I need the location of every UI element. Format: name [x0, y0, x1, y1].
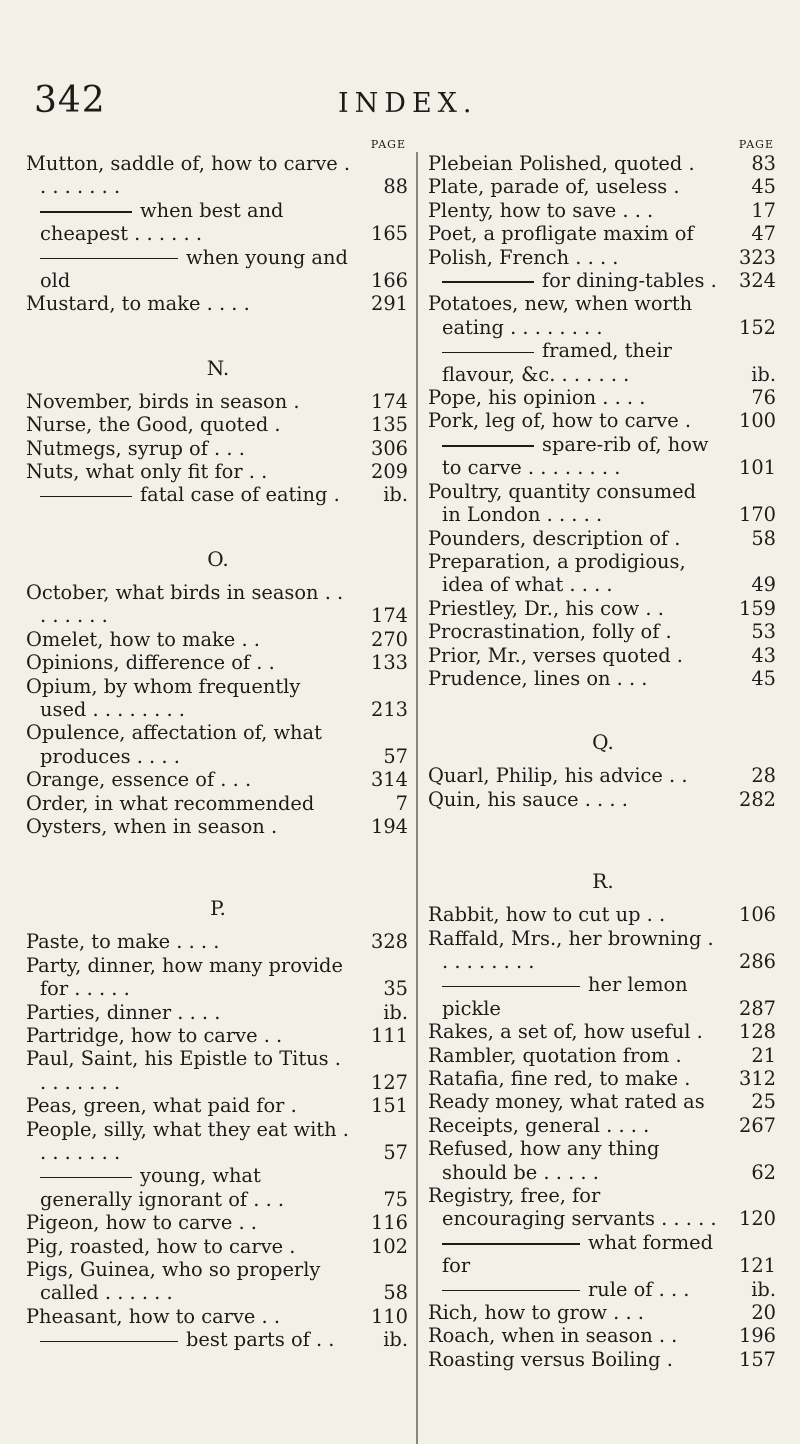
entry-text: Pig, roasted, how to carve . [26, 1234, 296, 1258]
entry-page-number: 270 [370, 627, 408, 651]
index-entry [428, 973, 778, 1020]
index-entry [26, 792, 410, 815]
entry-text-block [428, 386, 778, 409]
entry-text: Prudence, lines on . . . [428, 666, 648, 690]
entry-text: framed, their flavour, &c. . . . . . . [442, 339, 672, 386]
entry-page-number: ib. [751, 1277, 776, 1301]
index-entry [26, 1305, 410, 1328]
entry-text-block [26, 246, 410, 293]
entry-text: Opulence, affectation of, what produces . . . . [26, 721, 322, 768]
entry-text-block [26, 581, 410, 628]
entry-text-block [428, 1090, 778, 1113]
ditto-dash [442, 445, 534, 447]
index-entry [26, 628, 410, 651]
entry-page-number: 127 [370, 1070, 408, 1094]
entry-page-number: 58 [751, 526, 776, 550]
entry-page-number: 314 [370, 768, 408, 792]
entry-text-block [26, 199, 410, 246]
entry-page-number: 328 [370, 930, 408, 954]
entry-page-number: 45 [751, 175, 776, 199]
entry-text-block [26, 1024, 410, 1047]
index-entry [26, 292, 410, 315]
entry-page-number: 88 [383, 175, 408, 199]
entry-text-block [26, 1118, 410, 1165]
entry-text: Refused, how any thing should be . . . . . [428, 1137, 660, 1184]
index-entry [428, 1184, 778, 1231]
entry-page-number: 121 [738, 1254, 776, 1278]
entry-page-number: 312 [738, 1067, 776, 1090]
page-number: 342 [34, 80, 106, 121]
index-entry [428, 269, 778, 292]
entry-text-block [26, 1328, 410, 1351]
entry-text-block [428, 1020, 778, 1043]
entry-text-block [26, 413, 410, 436]
section-letter: N. [206, 355, 230, 380]
index-entry [26, 1024, 410, 1047]
page-title: INDEX. [338, 88, 478, 119]
entry-page-number: 196 [738, 1324, 776, 1348]
entry-page-number: 174 [370, 604, 408, 628]
page-column-label: PAGE [738, 138, 774, 151]
index-entry [428, 152, 778, 175]
index-column-left [26, 138, 410, 1352]
ditto-dash [40, 258, 178, 260]
entry-text-block [428, 433, 778, 480]
index-entry [26, 651, 410, 674]
ditto-dash [442, 1290, 580, 1292]
index-entry [26, 954, 410, 1001]
entry-text: Plenty, how to save . . . [428, 198, 654, 222]
index-entry [428, 927, 778, 974]
index-entry [26, 390, 410, 413]
entry-text-block [428, 667, 778, 690]
index-entry [26, 721, 410, 768]
entry-text: Pope, his opinion . . . . [428, 386, 646, 410]
entry-text-block [428, 903, 778, 926]
section-letter: P. [210, 896, 226, 921]
entry-text-block [26, 460, 410, 483]
entry-text-block [428, 199, 778, 222]
section-spacer [26, 316, 410, 344]
index-entry [428, 433, 778, 480]
index-entry [26, 413, 410, 436]
entry-text-block [26, 1258, 410, 1305]
index-entry [428, 644, 778, 667]
entry-text-block [428, 644, 778, 667]
entry-text-block [26, 1211, 410, 1234]
entry-page-number: 20 [751, 1301, 776, 1325]
entry-text: what formed for [442, 1230, 713, 1278]
entry-page-number: 25 [751, 1090, 776, 1114]
section-letter: O. [207, 546, 229, 571]
entry-page-number: 47 [751, 222, 776, 246]
entry-page-number: 45 [751, 666, 776, 690]
entry-text-block [26, 628, 410, 651]
entry-text: Peas, green, what paid for . [26, 1094, 297, 1118]
entry-text-block [428, 620, 778, 643]
ditto-dash [442, 986, 580, 988]
index-entry [428, 788, 778, 811]
entry-text: Parties, dinner . . . . [26, 1000, 221, 1024]
entry-page-number: 209 [370, 460, 408, 484]
entry-text-block [428, 927, 778, 974]
section-spacer [428, 690, 778, 718]
entry-page-number: 267 [738, 1113, 776, 1137]
entry-text: Priestley, Dr., his cow . . [428, 596, 664, 620]
index-column-right [428, 138, 778, 1371]
ditto-dash [40, 1341, 178, 1343]
entry-text-block [26, 675, 410, 722]
entry-text-block [428, 1301, 778, 1324]
index-entry [26, 152, 410, 199]
entry-text-block [26, 483, 410, 506]
entry-page-number: 286 [738, 949, 776, 973]
index-entry [428, 903, 778, 926]
entry-page-number: ib. [751, 362, 776, 386]
page-column-label: PAGE [370, 138, 406, 151]
entry-page-number: 152 [738, 315, 776, 339]
entry-text-block [428, 1114, 778, 1137]
index-entry [428, 1090, 778, 1113]
entry-text-block [428, 1231, 778, 1278]
entry-page-number: 306 [370, 436, 408, 460]
index-entry [26, 930, 410, 953]
entry-page-number: 28 [751, 764, 776, 788]
entry-text-block [428, 973, 778, 1020]
index-entry [428, 764, 778, 787]
index-entry [26, 437, 410, 460]
index-entry [428, 409, 778, 432]
ditto-dash [40, 496, 132, 498]
entry-text: spare-rib of, how to carve . . . . . . . . [442, 432, 709, 480]
entry-text-block [428, 1324, 778, 1347]
entry-text: Partridge, how to carve . . [26, 1023, 283, 1047]
entry-text: Ratafia, fine red, to make . [428, 1067, 691, 1090]
section-spacer [26, 838, 410, 884]
entry-page-number: 151 [370, 1094, 408, 1118]
entry-text-block [26, 1235, 410, 1258]
entry-text: Opinions, difference of . . [26, 651, 275, 675]
entry-text-block [428, 292, 778, 339]
entry-text-block [26, 152, 410, 199]
entry-page-number: 21 [751, 1043, 776, 1067]
index-entry [26, 1118, 410, 1165]
entry-text: Nurse, the Good, quoted . [26, 413, 281, 437]
index-entry [26, 768, 410, 791]
entry-text-block [428, 269, 778, 292]
entry-page-number: 135 [370, 413, 408, 437]
entry-text-block [428, 152, 778, 175]
entry-text: October, what birds in season . . . . . . . . [26, 580, 344, 628]
entry-page-number: 120 [738, 1207, 776, 1231]
entry-text-block [26, 390, 410, 413]
entry-text-block [428, 527, 778, 550]
index-entry [26, 199, 410, 246]
entry-page-number: 287 [738, 996, 776, 1020]
entry-text: Prior, Mr., verses quoted . [428, 643, 683, 667]
ditto-dash [442, 1243, 580, 1245]
index-entry [428, 667, 778, 690]
ditto-dash [442, 352, 534, 354]
entry-text: Nuts, what only fit for . . [26, 460, 268, 484]
entry-page-number: 43 [751, 643, 776, 667]
entry-text: Quarl, Philip, his advice . . [428, 764, 688, 788]
index-entry [26, 460, 410, 483]
entry-text: Pheasant, how to carve . . [26, 1304, 281, 1328]
index-entry [26, 581, 410, 628]
entry-text-block [26, 768, 410, 791]
entry-text: People, silly, what they eat with . . . . . . . . [26, 1117, 349, 1164]
index-entry [428, 246, 778, 269]
entry-page-number: 111 [370, 1023, 408, 1047]
ditto-dash [442, 281, 534, 283]
index-entry [428, 1114, 778, 1137]
entry-text-block [26, 651, 410, 674]
entry-text-block [26, 1164, 410, 1211]
entry-page-number: 194 [370, 814, 408, 838]
column-divider [416, 152, 418, 1444]
entry-text-block [26, 437, 410, 460]
entry-text: young, what generally ignorant of . . . [40, 1164, 285, 1211]
entry-text: fatal case of eating . [140, 483, 340, 507]
entry-page-number: 106 [738, 903, 776, 927]
entry-text-block [26, 721, 410, 768]
ditto-dash [40, 1177, 132, 1179]
index-entry [428, 292, 778, 339]
index-entry [26, 675, 410, 722]
entry-text-block [428, 480, 778, 527]
index-entry [428, 386, 778, 409]
index-entry [428, 175, 778, 198]
index-entry [428, 550, 778, 597]
index-entry [428, 527, 778, 550]
entry-page-number: 323 [738, 245, 776, 269]
entry-text: Paste, to make . . . . [26, 930, 220, 954]
entry-text: Pork, leg of, how to carve . [428, 409, 692, 433]
index-entry [428, 1020, 778, 1043]
entry-page-number: 75 [383, 1187, 408, 1211]
entry-text-block [26, 815, 410, 838]
entry-page-number: 282 [738, 787, 776, 811]
entry-text: Pounders, description of . [428, 526, 681, 550]
entry-text: rule of . . . [588, 1277, 690, 1301]
entry-text-block [428, 1137, 778, 1184]
entry-text: Party, dinner, how many provide for . . . . . [26, 953, 343, 1001]
entry-page-number: 128 [738, 1020, 776, 1044]
entry-text: Order, in what recommended [26, 791, 315, 815]
index-entry [428, 1324, 778, 1347]
entry-page-number: 76 [751, 386, 776, 410]
index-entry [428, 1301, 778, 1324]
index-entry [26, 1258, 410, 1305]
entry-page-number: 101 [738, 456, 776, 480]
entry-page-number: 159 [738, 596, 776, 620]
entry-page-number: 170 [738, 503, 776, 527]
entry-page-number: 116 [370, 1211, 408, 1235]
entry-text-block [428, 764, 778, 787]
entry-page-number: 17 [751, 198, 776, 222]
index-entry [428, 1137, 778, 1184]
entry-text-block [26, 792, 410, 815]
index-entry [26, 1235, 410, 1258]
entry-text: Opium, by whom frequently used . . . . . . . . [26, 674, 301, 721]
entry-page-number: 133 [370, 651, 408, 675]
entry-text: Orange, essence of . . . [26, 768, 252, 792]
section-spacer [26, 507, 410, 535]
entry-text: November, birds in season . [26, 389, 300, 413]
entry-text-block [26, 930, 410, 953]
entry-page-number: 53 [751, 620, 776, 644]
entry-text: Pigeon, how to carve . . [26, 1211, 257, 1235]
entry-text: Rabbit, how to cut up . . [428, 903, 666, 927]
index-entry [26, 1094, 410, 1117]
entry-text-block [428, 409, 778, 432]
index-entry [428, 339, 778, 386]
entry-text: Ready money, what rated as [428, 1090, 705, 1114]
entry-text-block [428, 1044, 778, 1067]
index-entry [26, 1211, 410, 1234]
entry-text: Potatoes, new, when worth eating . . . . . . . . [428, 292, 693, 339]
index-entry [26, 483, 410, 506]
entry-page-number: 83 [751, 152, 776, 175]
entry-text: Pigs, Guinea, who so properly called . . . . . . [26, 1258, 321, 1305]
entry-text: Roach, when in season . . [428, 1324, 678, 1348]
entry-page-number: 174 [370, 389, 408, 413]
index-entry [428, 1044, 778, 1067]
entry-text: Polish, French . . . . [428, 245, 619, 269]
entry-text-block [428, 246, 778, 269]
entry-text: Quin, his sauce . . . . [428, 787, 628, 811]
entry-text-block [428, 597, 778, 620]
entry-text: Procrastination, folly of . [428, 620, 672, 644]
entry-text-block [428, 1348, 778, 1371]
entry-page-number: 213 [370, 697, 408, 721]
index-entry [26, 1328, 410, 1351]
entry-text: Plate, parade of, useless . [428, 175, 680, 199]
section-letter: R. [592, 869, 614, 894]
entry-page-number: 157 [738, 1347, 776, 1371]
index-entry [428, 480, 778, 527]
index-entry [428, 1067, 778, 1090]
entry-text: Poultry, quantity consumed in London . . . . . [428, 479, 696, 527]
entry-text: Nutmegs, syrup of . . . [26, 436, 245, 460]
entry-text-block [428, 1067, 778, 1090]
entry-text-block [26, 1047, 410, 1094]
entry-text: Plebeian Polished, quoted . [428, 152, 695, 175]
entry-text-block [428, 175, 778, 198]
section-spacer [428, 811, 778, 857]
entry-text-block [428, 1184, 778, 1231]
index-entry [428, 620, 778, 643]
entry-text-block [428, 788, 778, 811]
entry-text: Rakes, a set of, how useful . [428, 1020, 703, 1044]
entry-text: Rambler, quotation from . [428, 1043, 682, 1067]
entry-text: Preparation, a prodigious, idea of what . . . . [428, 549, 686, 597]
entry-text-block [26, 954, 410, 1001]
index-entry [26, 1164, 410, 1211]
entry-page-number: 57 [383, 744, 408, 768]
index-entry [428, 199, 778, 222]
entry-text: Paul, Saint, his Epistle to Titus . . . . . . . . [26, 1047, 341, 1094]
entry-page-number: 57 [383, 1141, 408, 1164]
entry-text: best parts of . . [186, 1328, 335, 1352]
entry-text-block [26, 1001, 410, 1024]
entry-text: Poet, a profligate maxim of [428, 222, 694, 246]
entry-page-number: 166 [370, 269, 408, 293]
entry-text-block [428, 339, 778, 386]
entry-text: her lemon pickle [442, 973, 688, 1020]
index-entry [428, 222, 778, 245]
entry-page-number: 58 [383, 1281, 408, 1305]
entry-page-number: ib. [383, 1000, 408, 1024]
index-entry [26, 815, 410, 838]
entry-text-block [428, 550, 778, 597]
entry-text: Rich, how to grow . . . [428, 1301, 644, 1325]
entry-page-number: 7 [395, 791, 408, 815]
entry-page-number: 102 [370, 1234, 408, 1258]
entry-page-number: 110 [370, 1304, 408, 1328]
ditto-dash [40, 211, 132, 213]
entry-page-number: 49 [751, 573, 776, 597]
entry-page-number: ib. [383, 1328, 408, 1352]
index-entry [428, 1231, 778, 1278]
entry-text: Raffald, Mrs., her browning . . . . . . . . . [428, 926, 714, 973]
entry-page-number: 62 [751, 1160, 776, 1184]
entry-text: Mustard, to make . . . . [26, 292, 250, 316]
entry-page-number: ib. [383, 483, 408, 507]
entry-page-number: 165 [370, 222, 408, 246]
entry-page-number: 100 [738, 409, 776, 433]
entry-text: Roasting versus Boiling . [428, 1347, 673, 1371]
index-entry [428, 1278, 778, 1301]
entry-text-block [26, 1305, 410, 1328]
index-entry [26, 246, 410, 293]
entry-text: for dining-tables . [542, 269, 717, 293]
index-entry [428, 597, 778, 620]
entry-text: Omelet, how to make . . [26, 627, 260, 651]
entry-text-block [428, 222, 778, 245]
entry-text: Receipts, general . . . . [428, 1113, 650, 1137]
entry-text-block [26, 1094, 410, 1117]
entry-text-block [428, 1278, 778, 1301]
entry-page-number: 324 [738, 269, 776, 293]
entry-text: Mutton, saddle of, how to carve . . . . . . . . [26, 152, 351, 199]
entry-text: Oysters, when in season . [26, 814, 278, 838]
index-entry [26, 1047, 410, 1094]
entry-text: Registry, free, for encouraging servants . . . . . [428, 1184, 717, 1231]
entry-text-block [26, 292, 410, 315]
entry-text: when best and cheapest . . . . . . [40, 198, 284, 246]
index-entry [26, 1001, 410, 1024]
entry-page-number: 35 [383, 977, 408, 1001]
index-entry [428, 1348, 778, 1371]
section-letter: Q. [592, 730, 614, 755]
entry-text: when young and old [40, 245, 348, 293]
entry-page-number: 291 [370, 292, 408, 316]
